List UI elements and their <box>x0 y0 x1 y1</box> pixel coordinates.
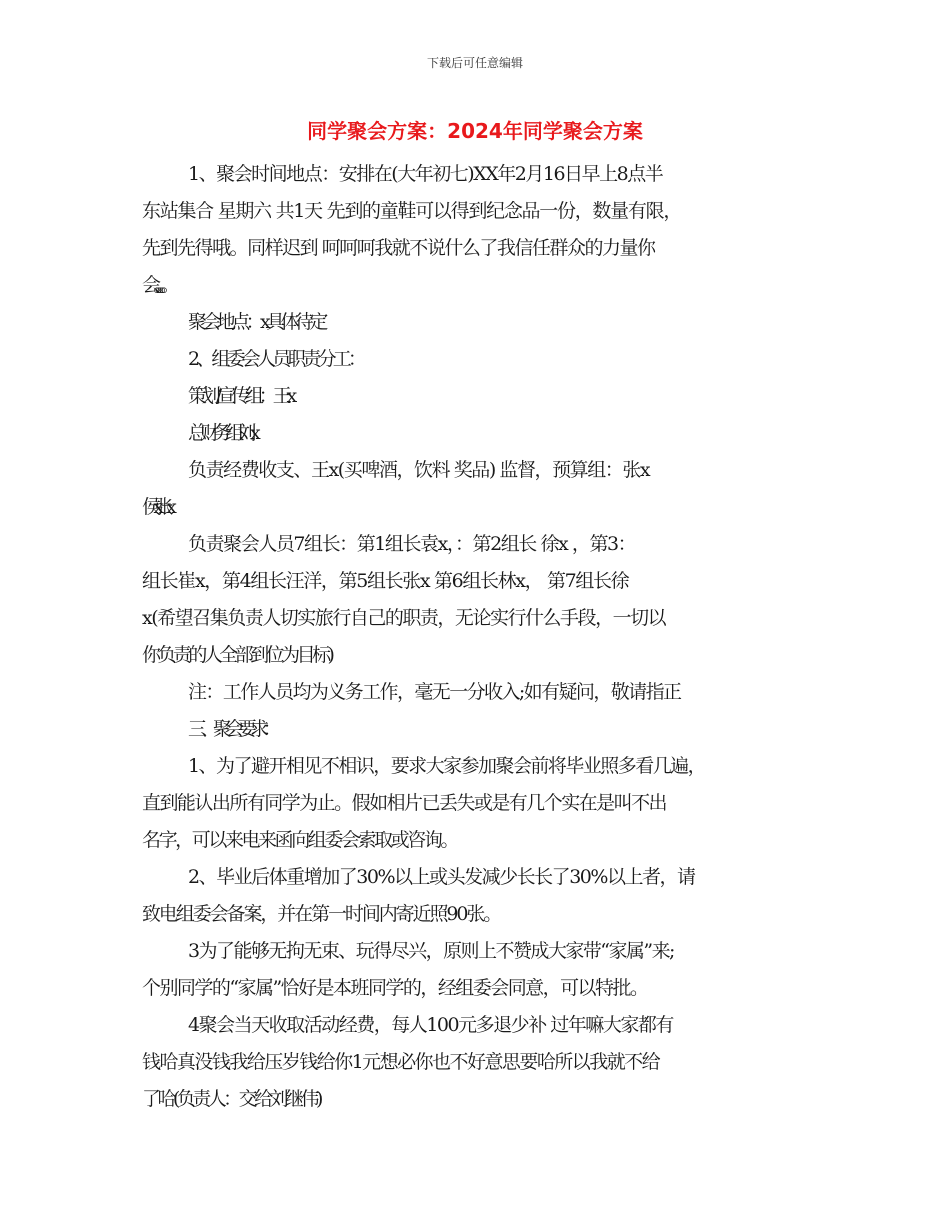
text-line: 直到能认出所有同学为止。假如相片已丢失或是有几个实在是叫不出 <box>142 792 667 814</box>
text-line: 个别同学的“家属”恰好是本班同学的，经组委会同意，可以特批。 <box>142 977 648 999</box>
paragraph-6 <box>142 452 832 526</box>
text-line: 总财务组:刘x <box>188 422 255 444</box>
paragraph-5 <box>142 415 832 452</box>
paragraph-11 <box>142 859 832 933</box>
paragraph-7 <box>142 526 832 674</box>
paragraph-9 <box>142 711 832 748</box>
text-line: 1、聚会时间地点：安排在(大年初七)XX年2月16日早上8点半 <box>188 163 663 185</box>
paragraph-10 <box>142 748 832 859</box>
document-body <box>142 156 832 1118</box>
text-line: 1、为了避开相见不相识，要求大家参加聚会前将毕业照多看几遍， <box>188 755 706 777</box>
text-line: x(希望召集负责人切实旅行自己的职责，无论实行什么手段，一切以 <box>142 607 666 629</box>
text-line: 先到先得哦。同样迟到 呵呵呵我就不说什么了我信任群众的力量你 <box>142 237 655 259</box>
paragraph-3 <box>142 341 832 378</box>
text-line: 名字，可以来电来函向组委会索取或咨询。 <box>142 829 458 851</box>
document-title: 同学聚会方案：2024年同学聚会方案 <box>307 119 643 143</box>
paragraph-1 <box>142 156 832 304</box>
text-line: 负责聚会人员7组长：第1组长袁x，：第2组长 徐x ，第3： <box>188 533 636 555</box>
text-line: 组长崔x，第4组长汪洋，第5组长张x 第6组长林x， 第7组长徐 <box>142 570 629 592</box>
text-line: 4聚会当天收取活动经费，每人100元多退少补 过年嘛大家都有 <box>188 1014 673 1036</box>
text-line: 会。。。。。 <box>142 274 173 296</box>
text-line: 东站集合 星期六 共1天 先到的童鞋可以得到纪念品一份，数量有限， <box>142 200 682 222</box>
text-line: 侯x 张x <box>142 496 170 518</box>
page-header: 下载后可任意编辑 <box>426 56 523 70</box>
text-line: 2、毕业后体重增加了30%以上或头发减少长长了30%以上者，请 <box>188 866 695 888</box>
paragraph-4 <box>142 378 832 415</box>
text-line: 致电组委会备案，并在第一时间内寄近照90张。 <box>142 903 501 925</box>
text-line: 策划/宣传组：王x <box>188 385 293 407</box>
text-line: 2、组委会人员职责分工： <box>188 348 364 370</box>
text-line: 负责经费收支、王x(买啤酒，饮料 奖品) 监督，预算组：张x <box>188 459 650 481</box>
text-line: 聚会地点：x具体待定 <box>188 311 324 333</box>
paragraph-13 <box>142 1007 832 1118</box>
text-line: 三、聚会要求： <box>188 718 276 740</box>
text-line: 3为了能够无拘无束、玩得尽兴，原则上不赞成大家带“家属”来; <box>188 940 674 962</box>
paragraph-2 <box>142 304 832 341</box>
text-line: 钱哈真没钱我给压岁钱给你1元想必你也不好意思要哈所以我就不给 <box>142 1051 660 1073</box>
text-line: 了哈(负责人：交给刘继伟) <box>142 1088 320 1110</box>
text-line: 你负责的人全部到位为目标) <box>142 644 332 666</box>
text-line: 注：工作人员均为义务工作，毫无一分收入;如有疑问，敬请指正 <box>188 681 681 703</box>
paragraph-8 <box>142 674 832 711</box>
paragraph-12 <box>142 933 832 1007</box>
